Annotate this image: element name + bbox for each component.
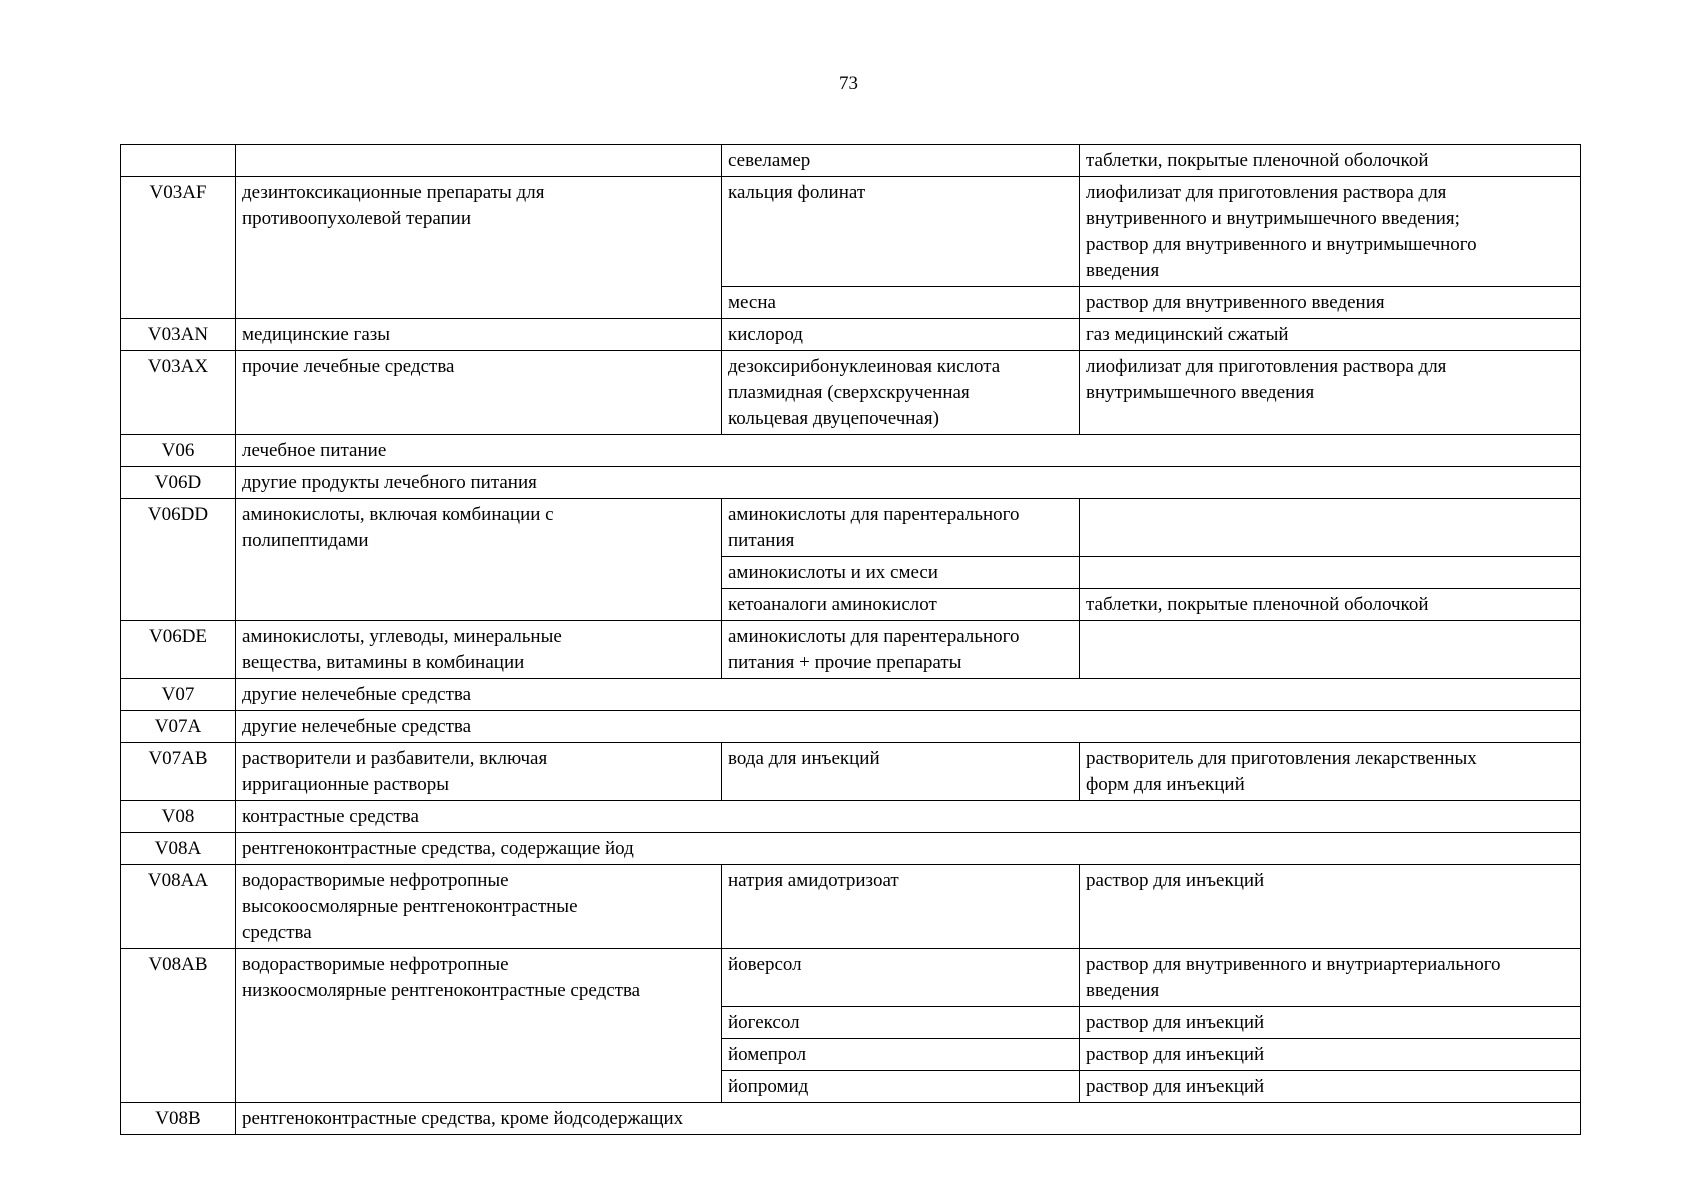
drug-name-cell: йогексол <box>722 1007 1080 1039</box>
dosage-form-cell: таблетки, покрытые пленочной оболочкой <box>1080 589 1581 621</box>
dosage-form-cell: раствор для инъекций <box>1080 1071 1581 1103</box>
table-row <box>121 499 1581 557</box>
anatomical-group-cell: дезинтоксикационные препараты для противоопухолевой терапии <box>236 177 722 319</box>
anatomical-group-cell: водорастворимые нефротропные низкоосмолярные рентгеноконтрастные средства <box>236 949 722 1103</box>
drug-name-cell: кислород <box>722 319 1080 351</box>
atc-code-cell: V08AA <box>121 865 236 949</box>
anatomical-group-cell: рентгеноконтрастные средства, содержащие йод <box>236 833 1581 865</box>
table-row <box>121 833 1581 865</box>
atc-code-cell: V07A <box>121 711 236 743</box>
atc-code-cell: V06DD <box>121 499 236 621</box>
table-row <box>121 949 1581 1007</box>
atc-code-cell: V07 <box>121 679 236 711</box>
drug-name-cell: аминокислоты для парентерального питания + прочие препараты <box>722 621 1080 679</box>
dosage-form-cell: раствор для внутривенного и внутриартериального введения <box>1080 949 1581 1007</box>
atc-code-cell: V03AX <box>121 351 236 435</box>
anatomical-group-cell: другие нелечебные средства <box>236 711 1581 743</box>
dosage-form-cell: растворитель для приготовления лекарственных форм для инъекций <box>1080 743 1581 801</box>
dosage-form-cell: раствор для инъекций <box>1080 1039 1581 1071</box>
atc-code-cell: V06D <box>121 467 236 499</box>
drug-name-cell: месна <box>722 287 1080 319</box>
anatomical-group-cell: аминокислоты, углеводы, минеральные вещества, витамины в комбинации <box>236 621 722 679</box>
dosage-form-cell: раствор для инъекций <box>1080 1007 1581 1039</box>
table-row <box>121 679 1581 711</box>
drug-name-cell: кальция фолинат <box>722 177 1080 287</box>
dosage-form-cell: раствор для внутривенного введения <box>1080 287 1581 319</box>
anatomical-group-cell: медицинские газы <box>236 319 722 351</box>
drug-name-cell: дезоксирибонуклеиновая кислота плазмидная (сверхскрученная кольцевая двуцепочечная) <box>722 351 1080 435</box>
anatomical-group-cell: прочие лечебные средства <box>236 351 722 435</box>
table-row <box>121 621 1581 679</box>
drug-list-table <box>120 144 1581 1135</box>
dosage-form-cell: лиофилизат для приготовления раствора для внутривенного и внутримышечного введения; раствор для внутривенного и внутримышечного введения <box>1080 177 1581 287</box>
table-row <box>121 467 1581 499</box>
anatomical-group-cell: аминокислоты, включая комбинации с полипептидами <box>236 499 722 621</box>
anatomical-group-cell: другие продукты лечебного питания <box>236 467 1581 499</box>
anatomical-group-cell: другие нелечебные средства <box>236 679 1581 711</box>
atc-code-cell: V08B <box>121 1103 236 1135</box>
table-row <box>121 865 1581 949</box>
atc-code-cell: V03AN <box>121 319 236 351</box>
atc-code-cell: V08 <box>121 801 236 833</box>
table-row <box>121 743 1581 801</box>
drug-name-cell: йомепрол <box>722 1039 1080 1071</box>
atc-code-cell: V06 <box>121 435 236 467</box>
anatomical-group-cell: рентгеноконтрастные средства, кроме йодсодержащих <box>236 1103 1581 1135</box>
anatomical-group-cell: водорастворимые нефротропные высокоосмолярные рентгеноконтрастные средства <box>236 865 722 949</box>
atc-code-cell: V08AB <box>121 949 236 1103</box>
table-row <box>121 177 1581 287</box>
dosage-form-cell: газ медицинский сжатый <box>1080 319 1581 351</box>
drug-name-cell: аминокислоты для парентерального питания <box>722 499 1080 557</box>
anatomical-group-cell: контрастные средства <box>236 801 1581 833</box>
drug-name-cell: севеламер <box>722 145 1080 177</box>
atc-code-cell: V03AF <box>121 177 236 319</box>
table-row <box>121 801 1581 833</box>
atc-code-cell <box>121 145 236 177</box>
anatomical-group-cell: лечебное питание <box>236 435 1581 467</box>
page-number: 73 <box>839 73 858 94</box>
table-row <box>121 351 1581 435</box>
table-row <box>121 145 1581 177</box>
dosage-form-cell <box>1080 499 1581 557</box>
drug-name-cell: йопромид <box>722 1071 1080 1103</box>
anatomical-group-cell: растворители и разбавители, включая ирригационные растворы <box>236 743 722 801</box>
atc-code-cell: V07AB <box>121 743 236 801</box>
drug-name-cell: натрия амидотризоат <box>722 865 1080 949</box>
dosage-form-cell <box>1080 621 1581 679</box>
dosage-form-cell: таблетки, покрытые пленочной оболочкой <box>1080 145 1581 177</box>
drug-name-cell: кетоаналоги аминокислот <box>722 589 1080 621</box>
anatomical-group-cell <box>236 145 722 177</box>
table-row <box>121 435 1581 467</box>
table-row <box>121 319 1581 351</box>
atc-code-cell: V08A <box>121 833 236 865</box>
atc-code-cell: V06DE <box>121 621 236 679</box>
dosage-form-cell: раствор для инъекций <box>1080 865 1581 949</box>
drug-name-cell: вода для инъекций <box>722 743 1080 801</box>
dosage-form-cell <box>1080 557 1581 589</box>
dosage-form-cell: лиофилизат для приготовления раствора для внутримышечного введения <box>1080 351 1581 435</box>
drug-name-cell: йоверсол <box>722 949 1080 1007</box>
table-row <box>121 1103 1581 1135</box>
table-row <box>121 711 1581 743</box>
drug-name-cell: аминокислоты и их смеси <box>722 557 1080 589</box>
